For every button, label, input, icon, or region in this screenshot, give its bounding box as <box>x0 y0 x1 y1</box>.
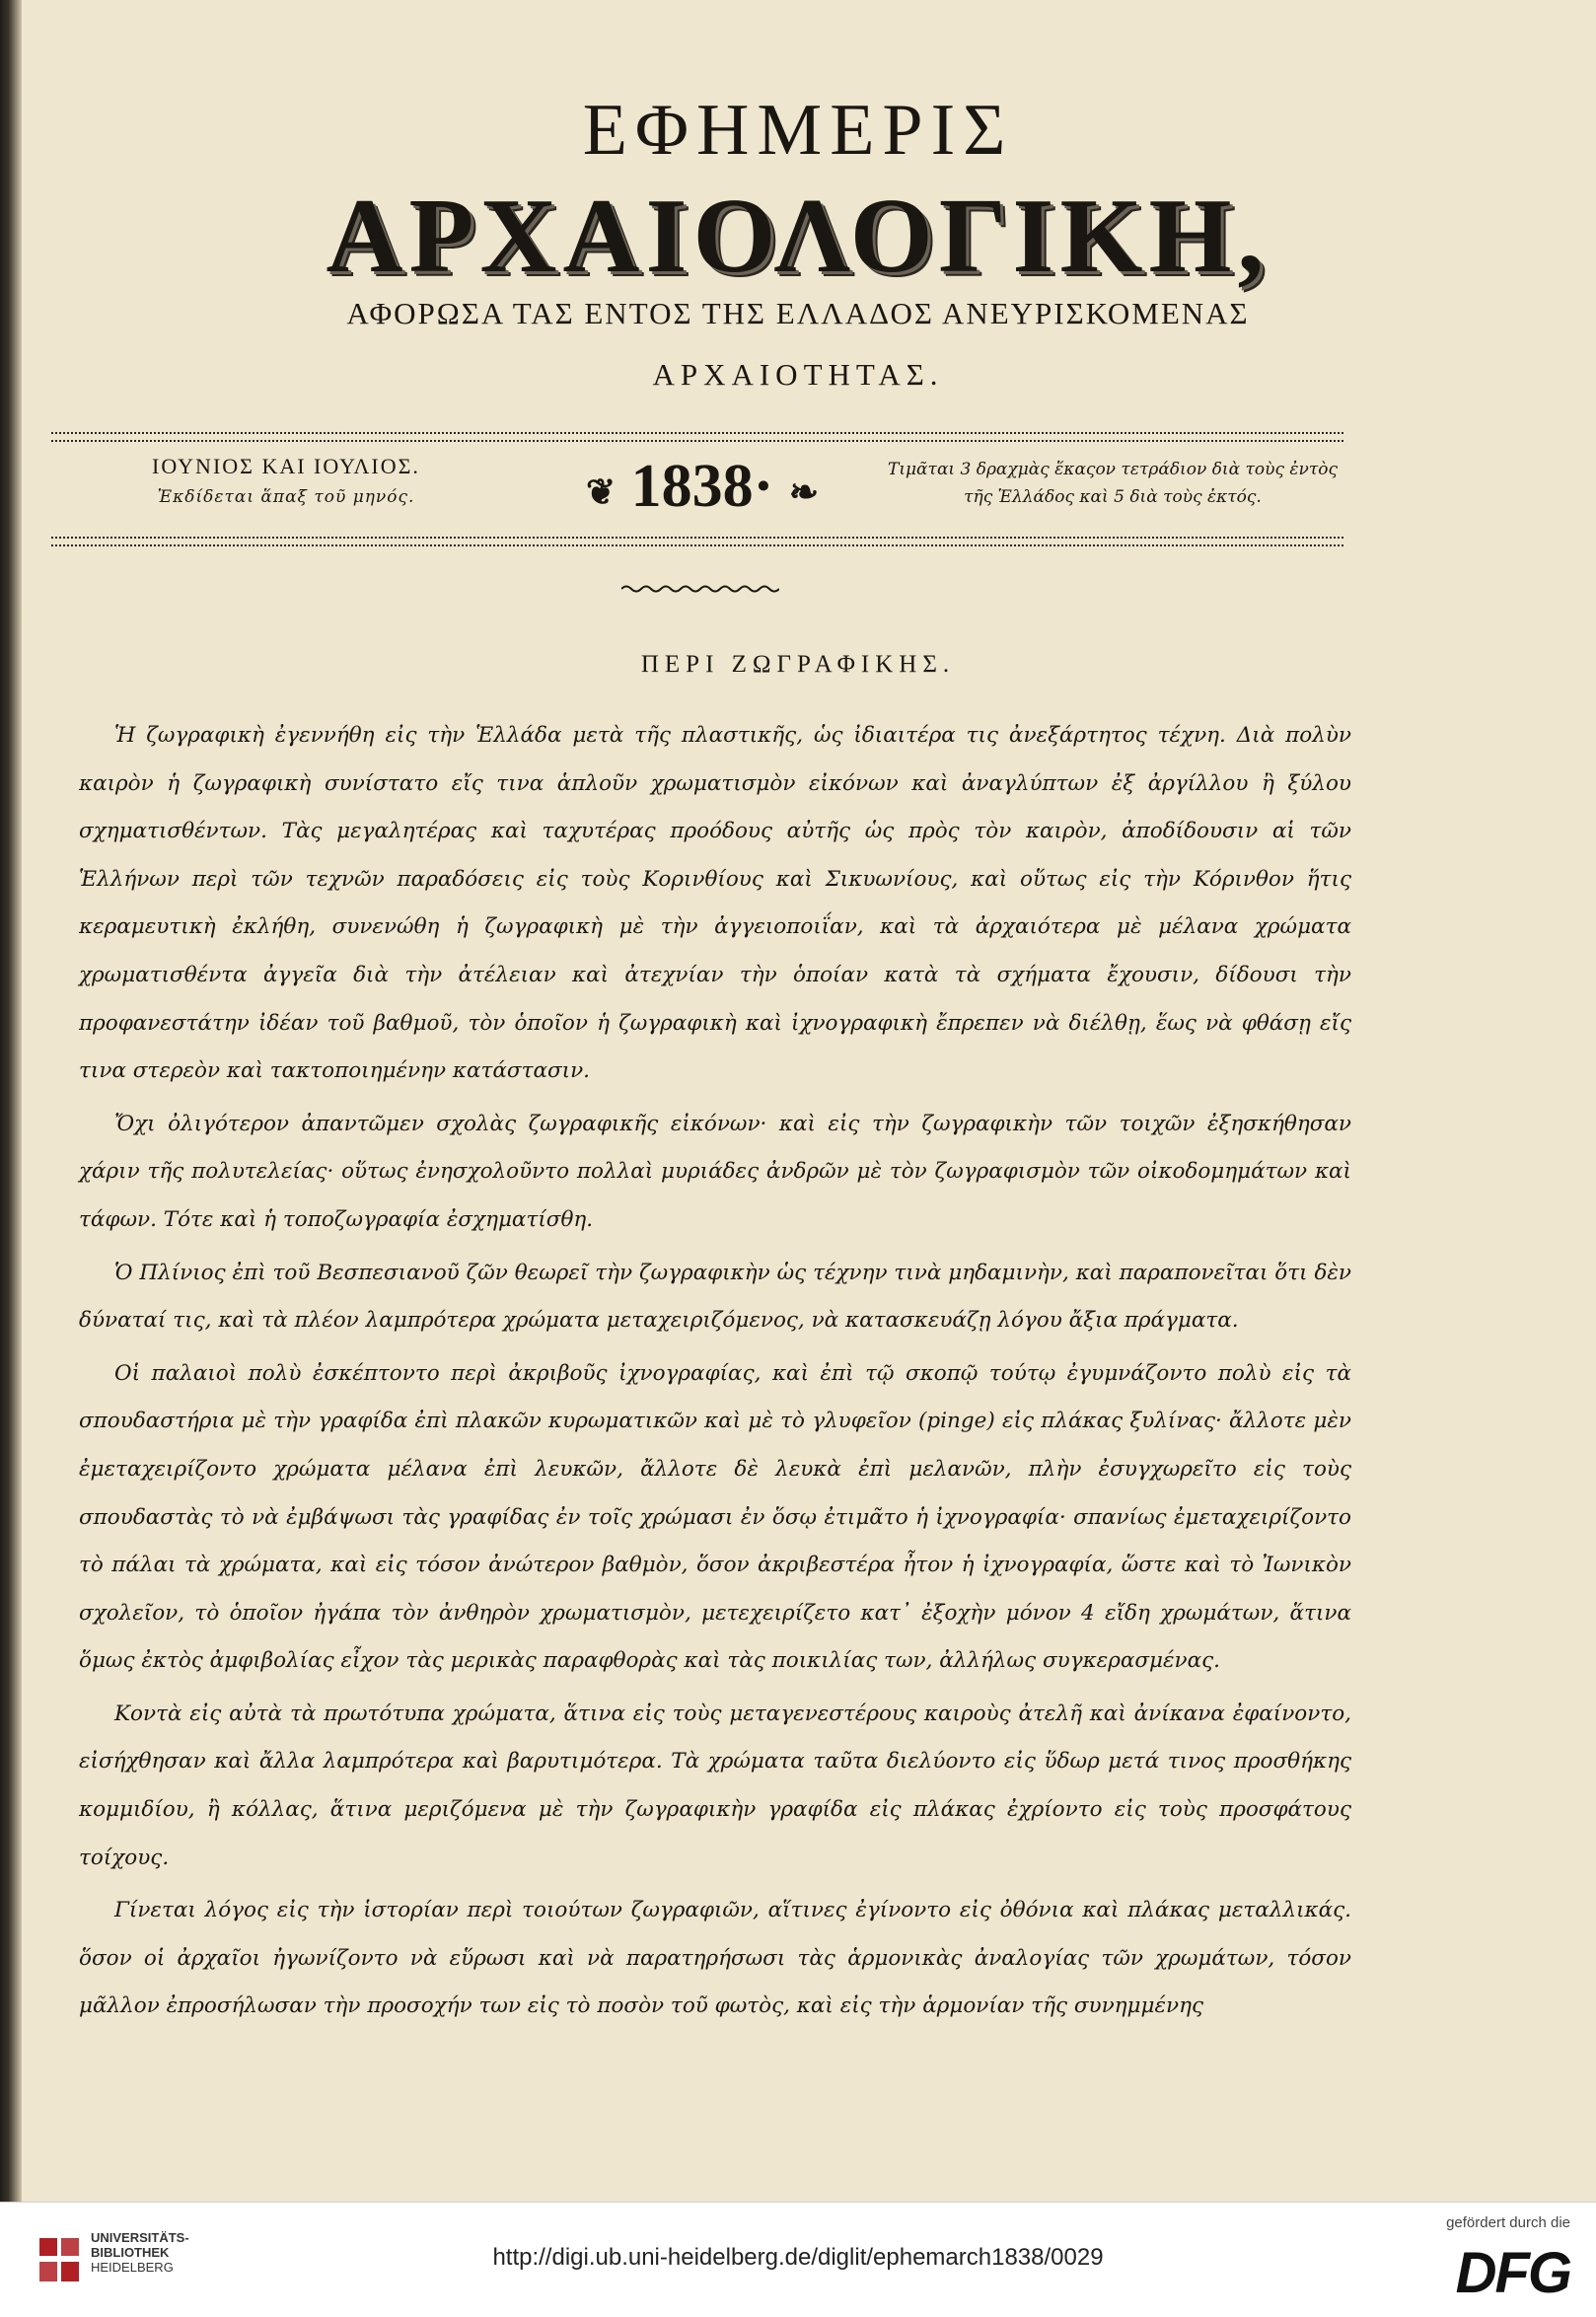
article-body <box>79 712 1351 2036</box>
dfg-logo[interactable]: DFG <box>1455 2241 1570 2305</box>
masthead-subtitle-line2: ΑΡΧΑΙΟΤΗΤΑΣ. <box>652 357 944 392</box>
article-paragraph: Ὁ Πλίνιος ἐπὶ τοῦ Βεσπεσιανοῦ ζῶν θεωρεῖ τὴν ζωγραφικὴν ὡς τέχνην τινὰ μηδαμινὴν, καὶ παραπονεῖται ὅτι δὲν δύναταί τις, καὶ τὰ πλέον λαμπρότερα χρώματα μεταχειριζόμενος, νὰ κατασκευάζῃ λόγου ἄξια πράγματα. <box>79 1260 1351 1334</box>
issue-price-line2: τῆς Ἑλλάδος καὶ 5 διὰ τοὺς ἐκτός. <box>964 487 1262 507</box>
masthead-title-line1: ΕΦΗΜΕΡΙΣ <box>582 90 1014 171</box>
issue-price-block <box>856 456 1369 511</box>
library-name-line3: HEIDELBERG <box>91 2260 174 2275</box>
masthead-title-line2: ΑΡΧΑΙΟΛΟΓΙΚΗ, <box>326 178 1270 295</box>
issue-months: ΙΟΥΝΙΟΣ ΚΑΙ ΙΟΥΛΙΟΣ. <box>152 454 420 478</box>
permalink-url[interactable]: http://digi.ub.uni-heidelberg.de/diglit/ephemarch1838/0029 <box>492 2244 1104 2271</box>
article-paragraph: Γίνεται λόγος εἰς τὴν ἱστορίαν περὶ τοιούτων ζωγραφιῶν, αἵτινες ἐγίνοντο εἰς ὀθόνια καὶ πλάκας μεταλλικάς. ὅσον οἱ ἀρχαῖοι ἠγωνίζοντο νὰ εὕρωσι καὶ νὰ παρατηρήσωσι τὰς ἁρμονικὰς ἀναλογίας τῶν χρωμάτων, τόσον μᾶλλον ἐπροσήλωσαν τὴν προσοχήν των εἰς τὸ ποσὸν τοῦ φωτὸς, καὶ εἰς τὴν ἁρμονίαν τῆς συνημμένης <box>79 1898 1351 2019</box>
library-name-line1: UNIVERSITÄTS- <box>91 2230 189 2245</box>
issue-months-block <box>79 454 493 507</box>
squiggle-divider-icon <box>621 584 779 594</box>
masthead-subtitle-line1: ΑΦΟΡΩΣΑ ΤΑΣ ΕΝΤΟΣ ΤΗΣ ΕΛΛΑΔΟΣ ΑΝΕΥΡΙΣΚΟΜΕΝΑΣ <box>346 296 1250 330</box>
funding-caption: gefördert durch die <box>1446 2214 1570 2231</box>
viewer-footer <box>0 2202 1596 2317</box>
right-ornament-icon: ❧ <box>788 471 820 512</box>
dotted-rule-bottom <box>51 537 1343 546</box>
issue-price-line1: Τιμᾶται 3 δραχμὰς ἕκαςον τετράδιον διὰ τοὺς ἐντὸς <box>888 460 1338 479</box>
article-paragraph: Ἡ ζωγραφικὴ ἐγεννήθη εἰς τὴν Ἑλλάδα μετὰ τῆς πλαστικῆς, ὡς ἰδιαιτέρα τις ἀνεξάρτητος τέχνη. Διὰ πολὺν καιρὸν ἡ ζωγραφικὴ συνίστατο εἴς τινα ἁπλοῦν χρωματισμὸν εἰκόνων καὶ ἀναγλύπτων ἐξ ἀργίλλου ἢ ξύλου σχηματισθέντων. Τὰς μεγαλητέρας καὶ ταχυτέρας προόδους αὐτῆς ὡς πρὸς τὸν καιρὸν, ἀποδίδουσιν αἱ τῶν Ἑλλήνων περὶ τῶν τεχνῶν παραδόσεις εἰς τοὺς Κορινθίους καὶ Σικυωνίους, καὶ οὕτως εἰς τὴν Κόρινθον ἥτις κεραμευτικὴ ἐκλήθη, συνενώθη ἡ ζωγραφικὴ μὲ τὴν ἀγγειοποιΐαν, καὶ τὰ ἀρχαιότερα μὲ μέλανα χρώματα χρωματισθέντα ἀγγεῖα διὰ τὴν ἀτέλειαν καὶ ἀτεχνίαν τὴν ὁποίαν κατὰ τὰ σχήματα ἔχουσιν, δίδουσι τὴν προφανεστάτην ἰδέαν τοῦ βαθμοῦ, τὸν ὁποῖον ἡ ζωγραφικὴ καὶ ἰχνογραφικὴ ἔπρεπεν νὰ διέλθῃ, ἕως νὰ φθάσῃ εἴς τινα στερεὸν καὶ τακτοποιημένην κατάστασιν. <box>79 723 1351 1084</box>
issue-year-block: ❦ 1838· ❧ <box>585 453 820 520</box>
article-paragraph: Κοντὰ εἰς αὐτὰ τὰ πρωτότυπα χρώματα, ἅτινα εἰς τοὺς μεταγενεστέρους καιροὺς ἀτελῆ καὶ ἀνίκανα ἐφαίνοντο, εἰσήχθησαν καὶ ἄλλα λαμπρότερα καὶ βαρυτιμότερα. Τὰ χρώματα ταῦτα διελύοντο εἰς ὕδωρ μετά τινος προσθήκης κομμιδίου, ἢ κόλλας, ἅτινα μεριζόμενα μὲ τὴν ζωγραφικὴν γραφίδα εἰς πλάκας ἐχρίοντο εἰς τοὺς προσφάτους τοίχους. <box>79 1701 1351 1870</box>
article-paragraph: Οἱ παλαιοὶ πολὺ ἐσκέπτοντο περὶ ἀκριβοῦς ἰχνογραφίας, καὶ ἐπὶ τῷ σκοπῷ τούτῳ ἐγυμνάζοντο πολὺ εἰς τὰ σπουδαστήρια μὲ τὴν γραφίδα ἐπὶ πλακῶν κυρωματικῶν καὶ μὲ τὸ γλυφεῖον (pinge) εἰς πλάκας ξυλίνας· ἄλλοτε μὲν ἐμεταχειρίζοντο χρώματα μέλανα ἐπὶ λευκῶν, ἄλλοτε δὲ λευκὰ ἐπὶ μελανῶν, πλὴν ἐσυγχωρεῖτο εἰς τοὺς σπουδαστὰς τὸ νὰ ἐμβάψωσι τὰς γραφίδας ἐν τοῖς χρώμασι ἐν ὅσῳ ἐτιμᾶτο ἡ ἰχνογραφία· σπανίως ἐμεταχειρίζοντο τὸ πάλαι τὰ χρώματα, καὶ εἰς τόσον ἀνώτερον βαθμὸν, ὅσον ἀκριβεστέρα ἦτον ἡ ἰχνογραφία, ὥστε καὶ τὸ Ἰωνικὸν σχολεῖον, τὸ ὁποῖον ἠγάπα τὸν ἀνθηρὸν χρωματισμὸν, μετεχειρίζετο κατ᾽ ἐξοχὴν μόνον 4 εἴδη χρωμάτων, ἅτινα ὅμως ἐκτὸς ἀμφιβολίας εἶχον τὰς μερικὰς παραφθορὰς καὶ τὰς ποικιλίας των, ἀλλήλως συγκερασμένας. <box>79 1360 1351 1674</box>
article-paragraph: Ὄχι ὀλιγότερον ἀπαντῶμεν σχολὰς ζωγραφικῆς εἰκόνων· καὶ εἰς τὴν ζωγραφικὴν τῶν τοιχῶν ἐξησκήθησαν χάριν τῆς πολυτελείας· οὕτως ἐνησχολοῦντο πολλαὶ μυριάδες ἀνδρῶν μὲ τὸν ζωγραφισμὸν τῶν οἰκοδομημάτων καὶ τάφων. Τότε καὶ ἡ τοποζωγραφία ἐσχηματίσθη. <box>79 1111 1351 1232</box>
article-title: ΠΕΡΙ ΖΩΓΡΑΦΙΚΗΣ. <box>640 651 956 678</box>
issue-frequency: Ἐκδίδεται ἅπαξ τοῦ μηνός. <box>157 487 415 507</box>
library-name-line2: BIBLIOTHEK <box>91 2245 170 2260</box>
issue-year: 1838 <box>630 453 754 520</box>
dotted-rule-top <box>51 432 1343 442</box>
left-ornament-icon: ❦ <box>585 471 617 512</box>
